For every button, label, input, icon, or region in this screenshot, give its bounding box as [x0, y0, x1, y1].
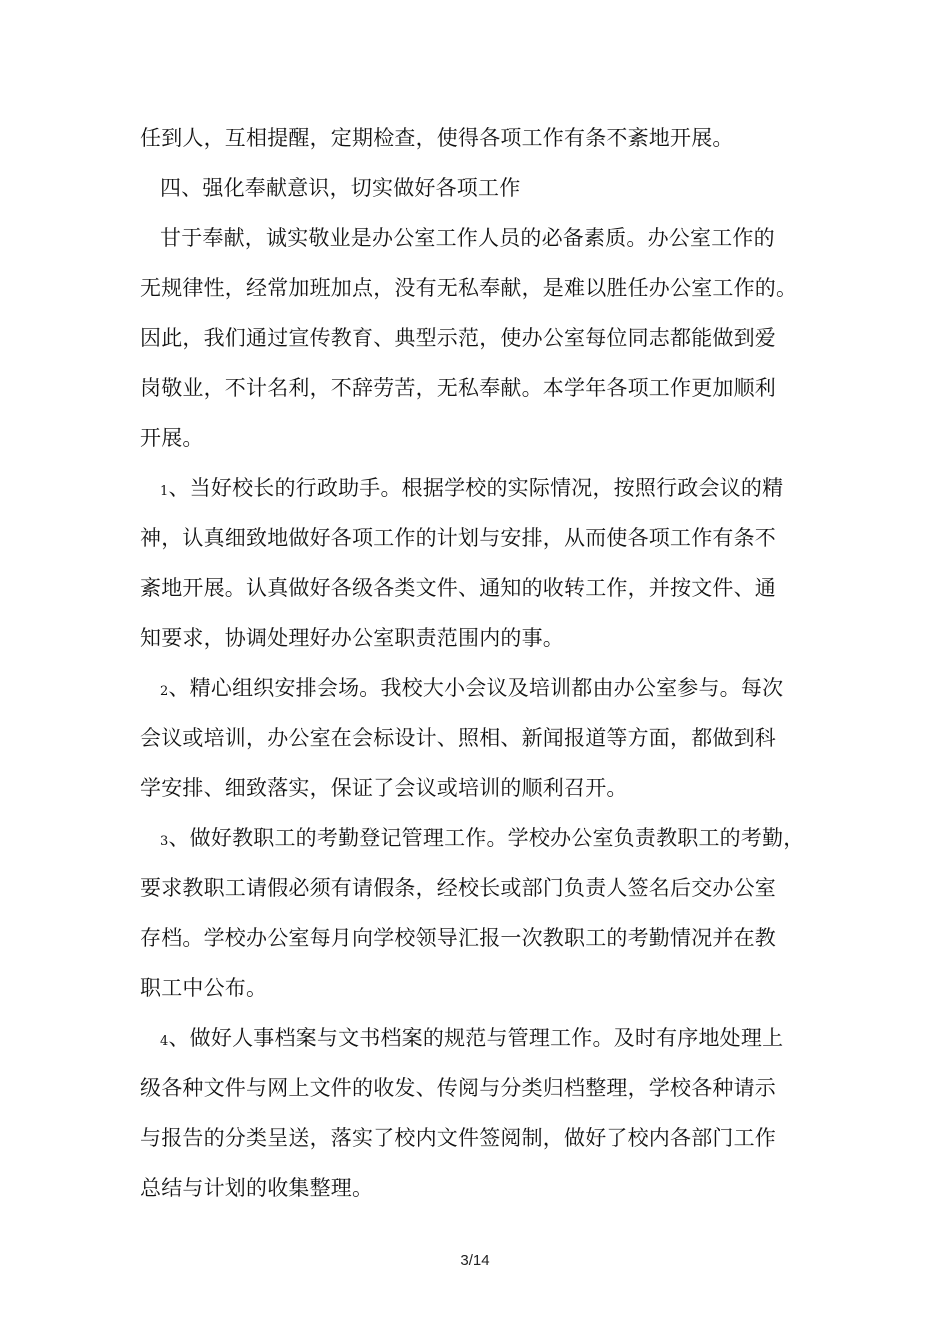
paragraph-line: 存档。学校办公室每月向学校领导汇报一次教职工的考勤情况并在教	[140, 926, 776, 950]
item-number: 2	[160, 684, 169, 699]
paragraph-line: 无规律性，经常加班加点，没有无私奉献，是难以胜任办公室工作的。	[140, 276, 798, 300]
paragraph-line: 甘于奉献，诚实敬业是办公室工作人员的必备素质。办公室工作的	[160, 226, 775, 250]
paragraph-line: 开展。	[140, 426, 204, 450]
paragraph-line: 紊地开展。认真做好各级各类文件、通知的收转工作，并按文件、通	[140, 576, 776, 600]
item-text: 、做好人事档案与文书档案的规范与管理工作。及时有序地处理上	[168, 1026, 784, 1050]
paragraph-line: 任到人，互相提醒，定期检查，使得各项工作有条不紊地开展。	[140, 126, 734, 150]
paragraph-line: 职工中公布。	[140, 976, 268, 1000]
paragraph-line: 级各种文件与网上文件的收发、传阅与分类归档整理，学校各种请示	[140, 1076, 776, 1100]
paragraph-line: 要求教职工请假必须有请假条，经校长或部门负责人签名后交办公室	[140, 876, 776, 900]
item-text: 、当好校长的行政助手。根据学校的实际情况，按照行政会议的精	[168, 476, 784, 500]
list-item-1	[160, 473, 783, 503]
page-number: 3/14	[460, 1252, 490, 1269]
paragraph-line: 总结与计划的收集整理。	[140, 1176, 374, 1200]
paragraph-line: 学安排、细致落实，保证了会议或培训的顺利召开。	[140, 776, 628, 800]
item-number: 4	[160, 1034, 169, 1049]
paragraph-line: 与报告的分类呈送，落实了校内文件签阅制，做好了校内各部门工作	[140, 1126, 776, 1150]
paragraph-line: 会议或培训，办公室在会标设计、照相、新闻报道等方面，都做到科	[140, 726, 776, 750]
list-item-3	[160, 823, 804, 853]
item-number: 1	[160, 484, 169, 499]
section-heading: 四、强化奉献意识，切实做好各项工作	[160, 176, 521, 200]
list-item-2	[160, 673, 783, 703]
paragraph-line: 因此，我们通过宣传教育、典型示范，使办公室每位同志都能做到爱	[140, 326, 776, 350]
list-item-4	[160, 1023, 783, 1053]
item-text: 、精心组织安排会场。我校大小会议及培训都由办公室参与。每次	[168, 676, 784, 700]
paragraph-line: 知要求，协调处理好办公室职责范围内的事。	[140, 626, 564, 650]
paragraph-line: 岗敬业，不计名利，不辞劳苦，无私奉献。本学年各项工作更加顺利	[140, 376, 776, 400]
item-text: 、做好教职工的考勤登记管理工作。学校办公室负责教职工的考勤，	[168, 826, 805, 850]
item-number: 3	[160, 834, 169, 849]
paragraph-line: 神，认真细致地做好各项工作的计划与安排，从而使各项工作有条不	[140, 526, 776, 550]
